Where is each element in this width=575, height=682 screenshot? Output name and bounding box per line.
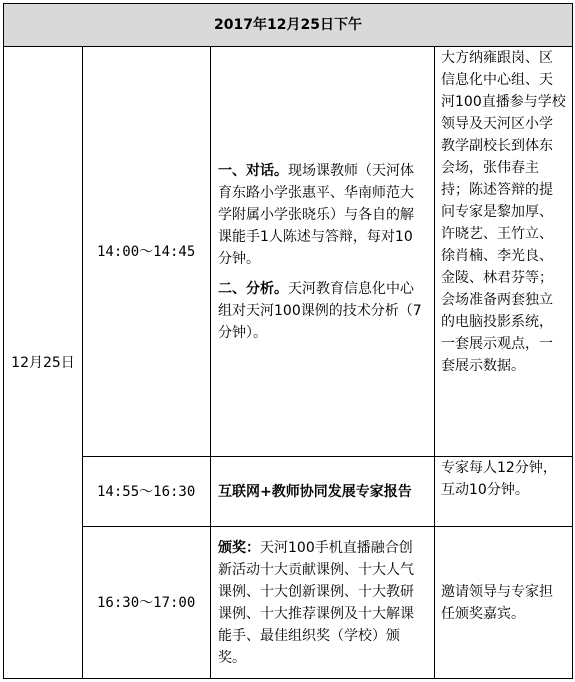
paragraph-lead: 一、对话。 (218, 162, 288, 179)
notes-cell: 大方纳雍跟岗、区信息化中心组、天河100直播参与学校领导及天河区小学教学副校长到体东会场，张伟春主持；陈述答辩的提问专家是黎加厚、许晓艺、王竹立、徐肖楠、李光良、金陵、林君芬等；会场准备两套独立的电脑投影系统，一套展示观点，一套展示数据。 (435, 47, 573, 457)
header-row (4, 4, 573, 47)
time-cell: 14:55～16:30 (83, 457, 211, 527)
schedule-table (3, 3, 573, 679)
table-header: 2017年12月25日下午 (4, 4, 573, 47)
content-paragraph (218, 537, 424, 669)
content-paragraph (218, 160, 424, 270)
table-row (4, 527, 573, 679)
paragraph-text: 天河教育信息化中心组对天河100课例的技术分析（7分钟）。 (218, 280, 422, 341)
table-row (4, 47, 573, 457)
table-row (4, 457, 573, 527)
notes-cell: 专家每人12分钟，互动10分钟。 (435, 457, 573, 527)
paragraph-text: 现场课教师（天河体育东路小学张惠平、华南师范大学附属小学张晓乐）与各自的解课能手1人陈述与答辩，每对10分钟。 (218, 162, 414, 267)
content-paragraph (218, 278, 424, 344)
paragraph-text: 天河100手机直播融合创新活动十大贡献课例、十大人气课例、十大创新课例、十大教研课例、十大推荐课例及十大解课能手、最佳组织奖（学校）颁奖。 (218, 539, 414, 666)
time-cell: 14:00～14:45 (83, 47, 211, 457)
content-cell (211, 47, 435, 457)
notes-cell: 邀请领导与专家担任颁奖嘉宾。 (435, 527, 573, 679)
content-cell: 互联网+教师协同发展专家报告 (211, 457, 435, 527)
content-cell (211, 527, 435, 679)
paragraph-lead: 颁奖： (218, 539, 260, 556)
time-cell: 16:30～17:00 (83, 527, 211, 679)
date-cell: 12月25日 (4, 47, 83, 679)
paragraph-lead: 二、分析。 (218, 280, 288, 297)
